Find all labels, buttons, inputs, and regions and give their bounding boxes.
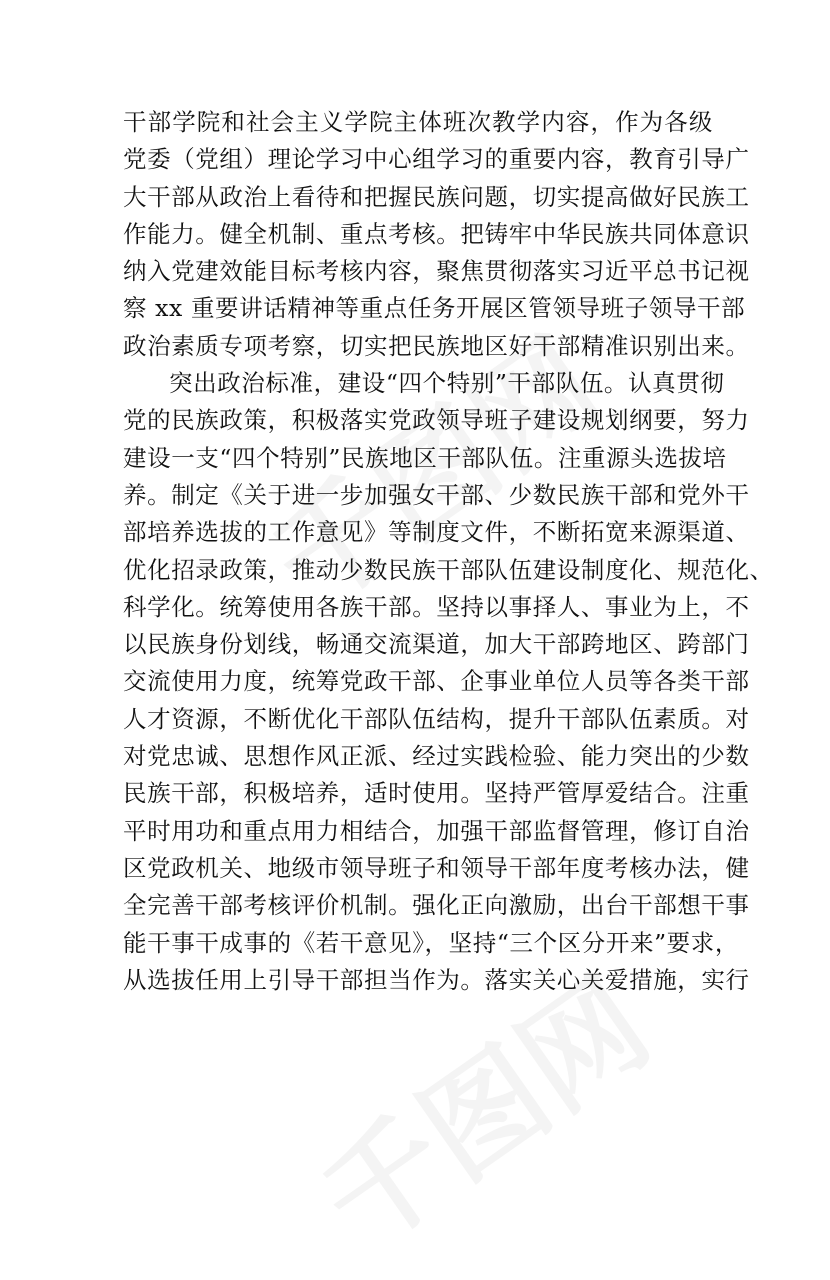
text-line: 全完善干部考核评价机制。强化正向激励，出台干部想干事	[123, 891, 750, 920]
text-line: 优化招录政策，推动少数民族干部队伍建设制度化、规范化、	[123, 555, 774, 584]
text-line: 突出政治标准，建设“四个特别”干部队伍。认真贯彻	[169, 369, 725, 398]
text-line: 从选拔任用上引导干部担当作为。落实关心关爱措施，实行	[123, 965, 750, 994]
paragraph-1	[123, 104, 750, 365]
text-line: 干部学院和社会主义学院主体班次教学内容，作为各级	[123, 108, 713, 136]
text-line: 区党政机关、地级市领导班子和领导干部年度考核办法，健	[123, 853, 750, 882]
text-line: 部培养选拔的工作意见》等制度文件，不断拓宽来源渠道、	[123, 518, 750, 547]
text-line: 察 xx 重要讲话精神等重点任务开展区管领导班子领导干部	[123, 294, 746, 323]
document-body	[123, 104, 774, 999]
text-line: 养。制定《关于进一步加强女干部、少数民族干部和党外干	[123, 480, 750, 509]
paragraph-2	[123, 365, 774, 999]
text-line: 对党忠诚、思想作风正派、经过实践检验、能力突出的少数	[123, 742, 750, 771]
text-line: 党委（党组）理论学习中心组学习的重要内容，教育引导广	[123, 145, 750, 174]
text-line: 作能力。健全机制、重点考核。把铸牢中华民族共同体意识	[123, 219, 750, 248]
text-line: 科学化。统筹使用各族干部。坚持以事择人、事业为上，不	[123, 592, 750, 621]
text-line: 交流使用力度，统筹党政干部、企事业单位人员等各类干部	[123, 667, 750, 696]
text-line: 纳入党建效能目标考核内容，聚焦贯彻落实习近平总书记视	[123, 257, 750, 286]
text-line: 大干部从政治上看待和把握民族问题，切实提高做好民族工	[123, 182, 750, 211]
text-line: 政治素质专项考察，切实把民族地区好干部精准识别出来。	[123, 331, 750, 360]
text-line: 以民族身份划线，畅通交流渠道，加大干部跨地区、跨部门	[123, 630, 750, 659]
text-line: 党的民族政策，积极落实党政领导班子建设规划纲要，努力	[123, 406, 750, 435]
text-line: 能干事干成事的《若干意见》，坚持“三个区分开来”要求，	[123, 928, 739, 957]
text-line: 建设一支“四个特别”民族地区干部队伍。注重源头选拔培	[123, 443, 727, 472]
text-line: 平时用功和重点用力相结合，加强干部监督管理，修订自治	[123, 816, 750, 845]
text-line: 人才资源，不断优化干部队伍结构，提升干部队伍素质。对	[123, 704, 750, 733]
text-line: 民族干部，积极培养，适时使用。坚持严管厚爱结合。注重	[123, 779, 750, 808]
